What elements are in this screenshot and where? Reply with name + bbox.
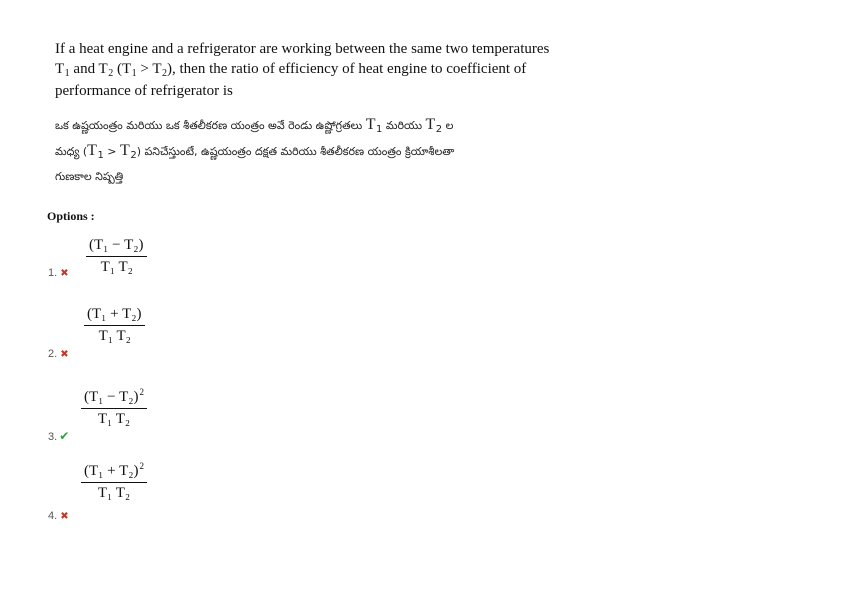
question-line-1: If a heat engine and a refrigerator are working between the same two temperatures (55, 41, 550, 57)
telugu-line-2: మధ్య (T1 > T2) పనిచేస్తుంటే, ఉష్ణయంత్రం దక్షత మరియు శీతలీకరణ యంత్రం క్రియాశీలతా (55, 142, 455, 161)
option-2-denominator: T₁ T₂ (98, 328, 131, 344)
cross-icon: ✖ (60, 349, 69, 360)
option-4-denominator: T₁ T₂ (97, 485, 131, 501)
option-3-formula[interactable] (81, 389, 147, 428)
options-label: Options : (47, 209, 95, 223)
option-2-formula[interactable] (84, 306, 145, 345)
option-4-formula[interactable] (81, 463, 147, 502)
telugu-line-3: గుణకాల నిష్పత్తి (55, 170, 124, 183)
option-2-numerator: (T₁ + T₂) (87, 306, 142, 322)
question-telugu (55, 113, 575, 189)
telugu-line-1: ఒక ఉష్ణయంత్రం మరియు ఒక శీతలీకరణ యంత్రం అవే రెండు ఉష్ణోగ్రతలు T1 మరియు T2 ల (55, 116, 454, 135)
option-3-label[interactable]: 3. ✔ (48, 429, 70, 443)
cross-icon: ✖ (60, 511, 69, 522)
option-1-denominator: T₁ T₂ (100, 259, 133, 275)
option-3-denominator: T₁ T₂ (97, 411, 131, 427)
cross-icon: ✖ (60, 268, 69, 279)
option-3-numerator: $(T_1 - T_2)^2$ (84, 387, 144, 405)
check-icon: ✔ (59, 429, 70, 443)
question-line-2: $T_1$ and $T_2$ $(T_1 > T_2)$, then the ratio of efficiency of heat engine to coefficient of (55, 61, 527, 79)
option-4-numerator: $(T_1 + T_2)^2$ (84, 461, 144, 479)
option-1-numerator: (T₁ − T₂) (89, 237, 144, 253)
option-1-label[interactable]: 1. ✖ (48, 267, 69, 279)
question-english (55, 39, 575, 101)
option-1-formula[interactable] (86, 237, 147, 276)
option-4-label[interactable]: 4. ✖ (48, 510, 69, 522)
question-line-3: performance of refrigerator is (55, 83, 233, 99)
option-2-label[interactable]: 2. ✖ (48, 348, 69, 360)
